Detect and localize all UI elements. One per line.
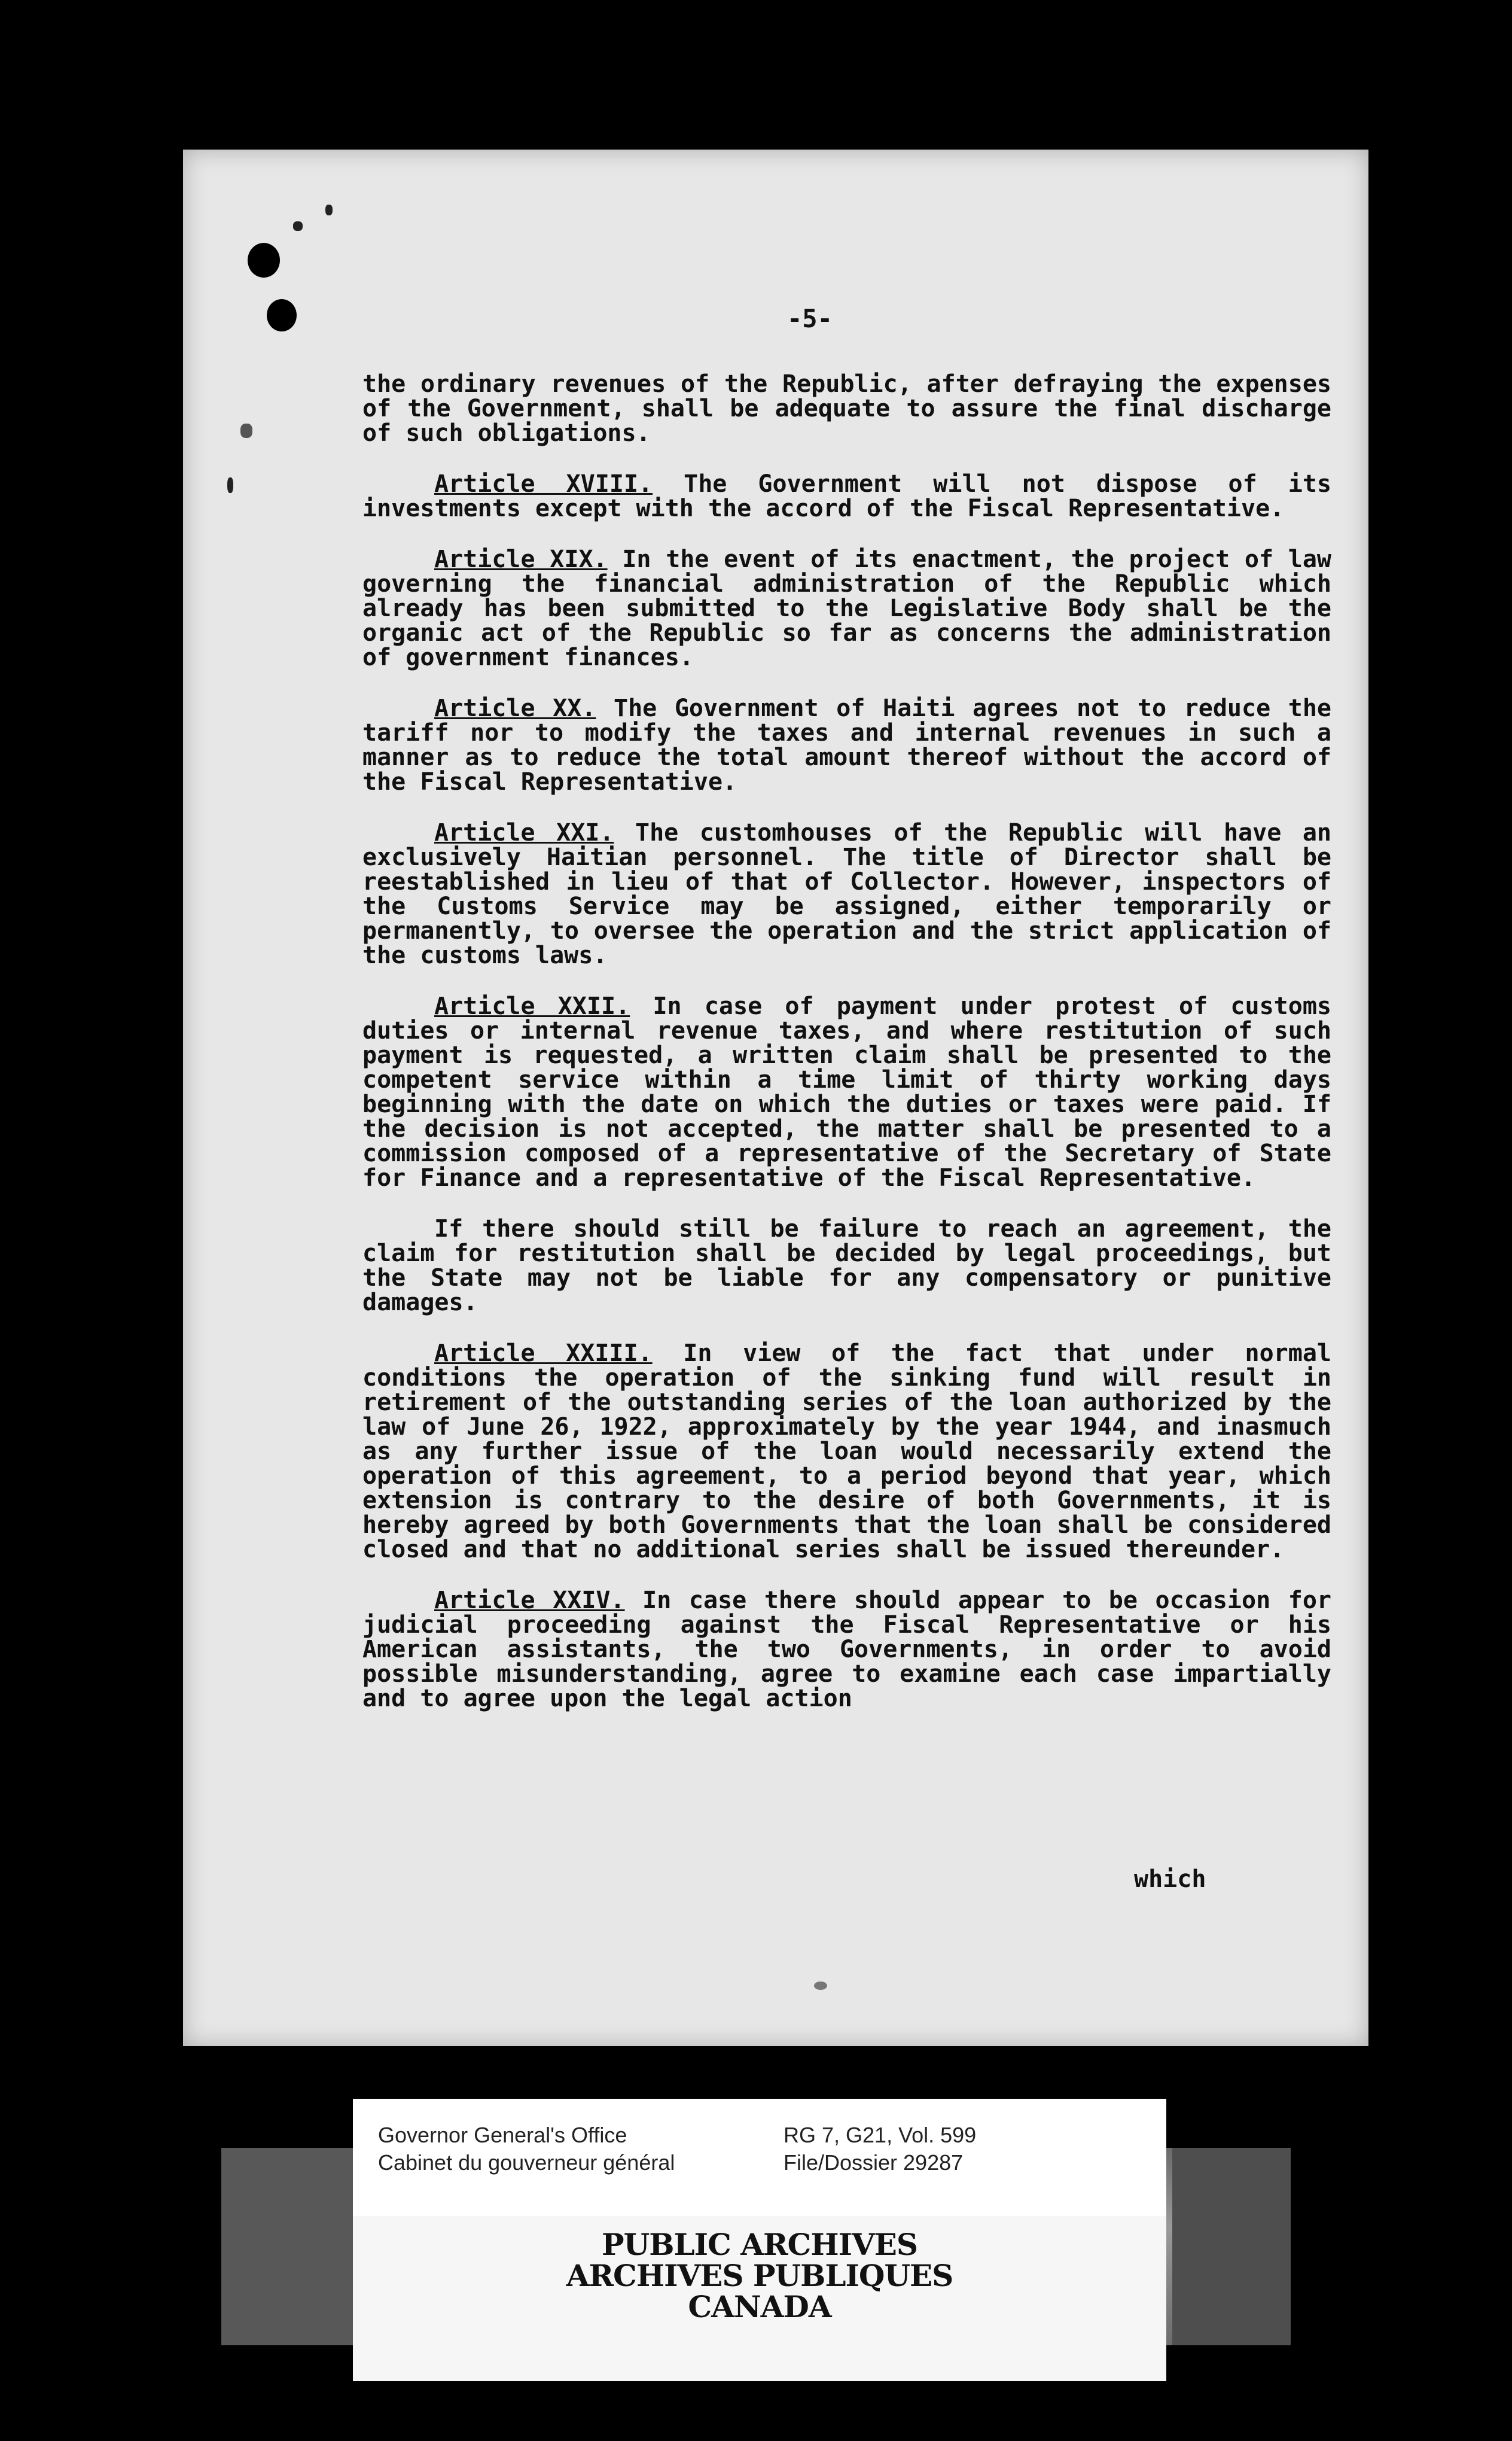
article-paragraph [362, 547, 1331, 670]
reference-numbers [784, 2122, 976, 2177]
punch-hole-top [248, 243, 280, 278]
paragraph [362, 1217, 1331, 1315]
archives-stamp [353, 2216, 1166, 2381]
article-heading: Article XXI. [434, 819, 614, 847]
record-group: RG 7, G21, Vol. 599 [784, 2123, 977, 2147]
article-paragraph [362, 472, 1331, 521]
paragraph-text: the ordinary revenues of the Republic, after defraying the expenses of the Government, shall be adequate to assure the final discharge of such obligations. [362, 370, 1331, 447]
paragraph-text: In the event of its enactment, the project of law governing the financial administration of the Republic which already has been submitted to the Legislative Body shall be the organic act of the Republic so far as concerns the administration of government finances. [362, 546, 1332, 671]
archive-reference-label [353, 2099, 1166, 2216]
office-names [378, 2122, 675, 2177]
stamp-line-country: CANADA [688, 2289, 831, 2324]
document-page [183, 150, 1368, 2046]
paragraph [362, 372, 1331, 446]
film-strip-right [1172, 2148, 1291, 2345]
paragraph-text: The Government of Haiti agrees not to reduce the tariff nor to modify the taxes and internal revenues in such a manner as to reduce the total amount thereof without the accord of the Fiscal Representative. [362, 695, 1331, 796]
article-heading: Article XXIV. [434, 1587, 625, 1614]
article-paragraph [362, 994, 1331, 1191]
article-paragraph [362, 1341, 1331, 1562]
article-heading: Article XXIII. [434, 1340, 653, 1367]
ink-speck [240, 424, 252, 438]
article-paragraph [362, 1588, 1331, 1711]
paragraph-text: The Government will not dispose of its investments except with the accord of the Fiscal Representative. [362, 470, 1331, 522]
paragraph-text: In case there should appear to be occasion for judicial proceeding against the Fiscal Representative or his American assistants, the two Governments, in order to avoid possible misunderstanding, agree to examine each case impartially and to agree upon the legal action [362, 1587, 1331, 1712]
page-number: -5- [787, 304, 833, 333]
film-strip-left [221, 2148, 353, 2345]
stamp-line-fr: ARCHIVES PUBLIQUES [566, 2258, 953, 2293]
article-heading: Article XXII. [434, 993, 630, 1020]
office-en: Governor General's Office [378, 2123, 627, 2147]
document-body [362, 372, 1331, 1737]
article-paragraph [362, 821, 1331, 968]
paragraph-text: In view of the fact that under normal conditions the operation of the sinking fund will result in retirement of the outstanding series of the loan authorized by the law of June 26, 1922, approximately by the year 1944, and inasmuch as any further issue of the loan would necessarily extend the operation of this agreement, to a period beyond that year, which extension is contrary to the desire of both Governments, it is hereby agreed by both Governments that the loan shall be considered closed and that no additional series shall be issued thereunder. [362, 1340, 1331, 1563]
archives-stamp-text [353, 2229, 1166, 2323]
article-heading: Article XX. [434, 695, 596, 722]
paragraph-text: If there should still be failure to reach an agreement, the claim for restitution shall be decided by legal proceedings, but the State may not be liable for any compensatory or punitive damages. [362, 1215, 1331, 1316]
office-fr: Cabinet du gouverneur général [378, 2150, 675, 2175]
ink-speck [325, 205, 333, 215]
article-heading: Article XIX. [434, 546, 608, 573]
catchword: which [1134, 1865, 1206, 1893]
paper-speck [814, 1982, 827, 1990]
ink-speck [227, 477, 233, 493]
stamp-line-en: PUBLIC ARCHIVES [602, 2227, 917, 2262]
paragraph-text: The customhouses of the Republic will have an exclusively Haitian personnel. The title of Director shall be reestablished in lieu of that of Collector. However, inspectors of the Customs Service may be assigned, either temporarily or permanently, to oversee the operation and the strict application of the customs laws. [362, 819, 1332, 969]
paragraph-text: In case of payment under protest of customs duties or internal revenue taxes, and where restitution of such payment is requested, a written claim shall be presented to the competent service within a time limit of thirty working days beginning with the date on which the duties or taxes were paid. If the decision is not accepted, the matter shall be presented to a commission composed of a representative of the Secretary of State for Finance and a representative of the Fiscal Representative. [362, 993, 1331, 1192]
ink-speck [293, 221, 303, 231]
file-number: File/Dossier 29287 [784, 2150, 964, 2175]
article-paragraph [362, 696, 1331, 795]
punch-hole-bottom [267, 299, 297, 331]
article-heading: Article XVIII. [434, 470, 653, 498]
